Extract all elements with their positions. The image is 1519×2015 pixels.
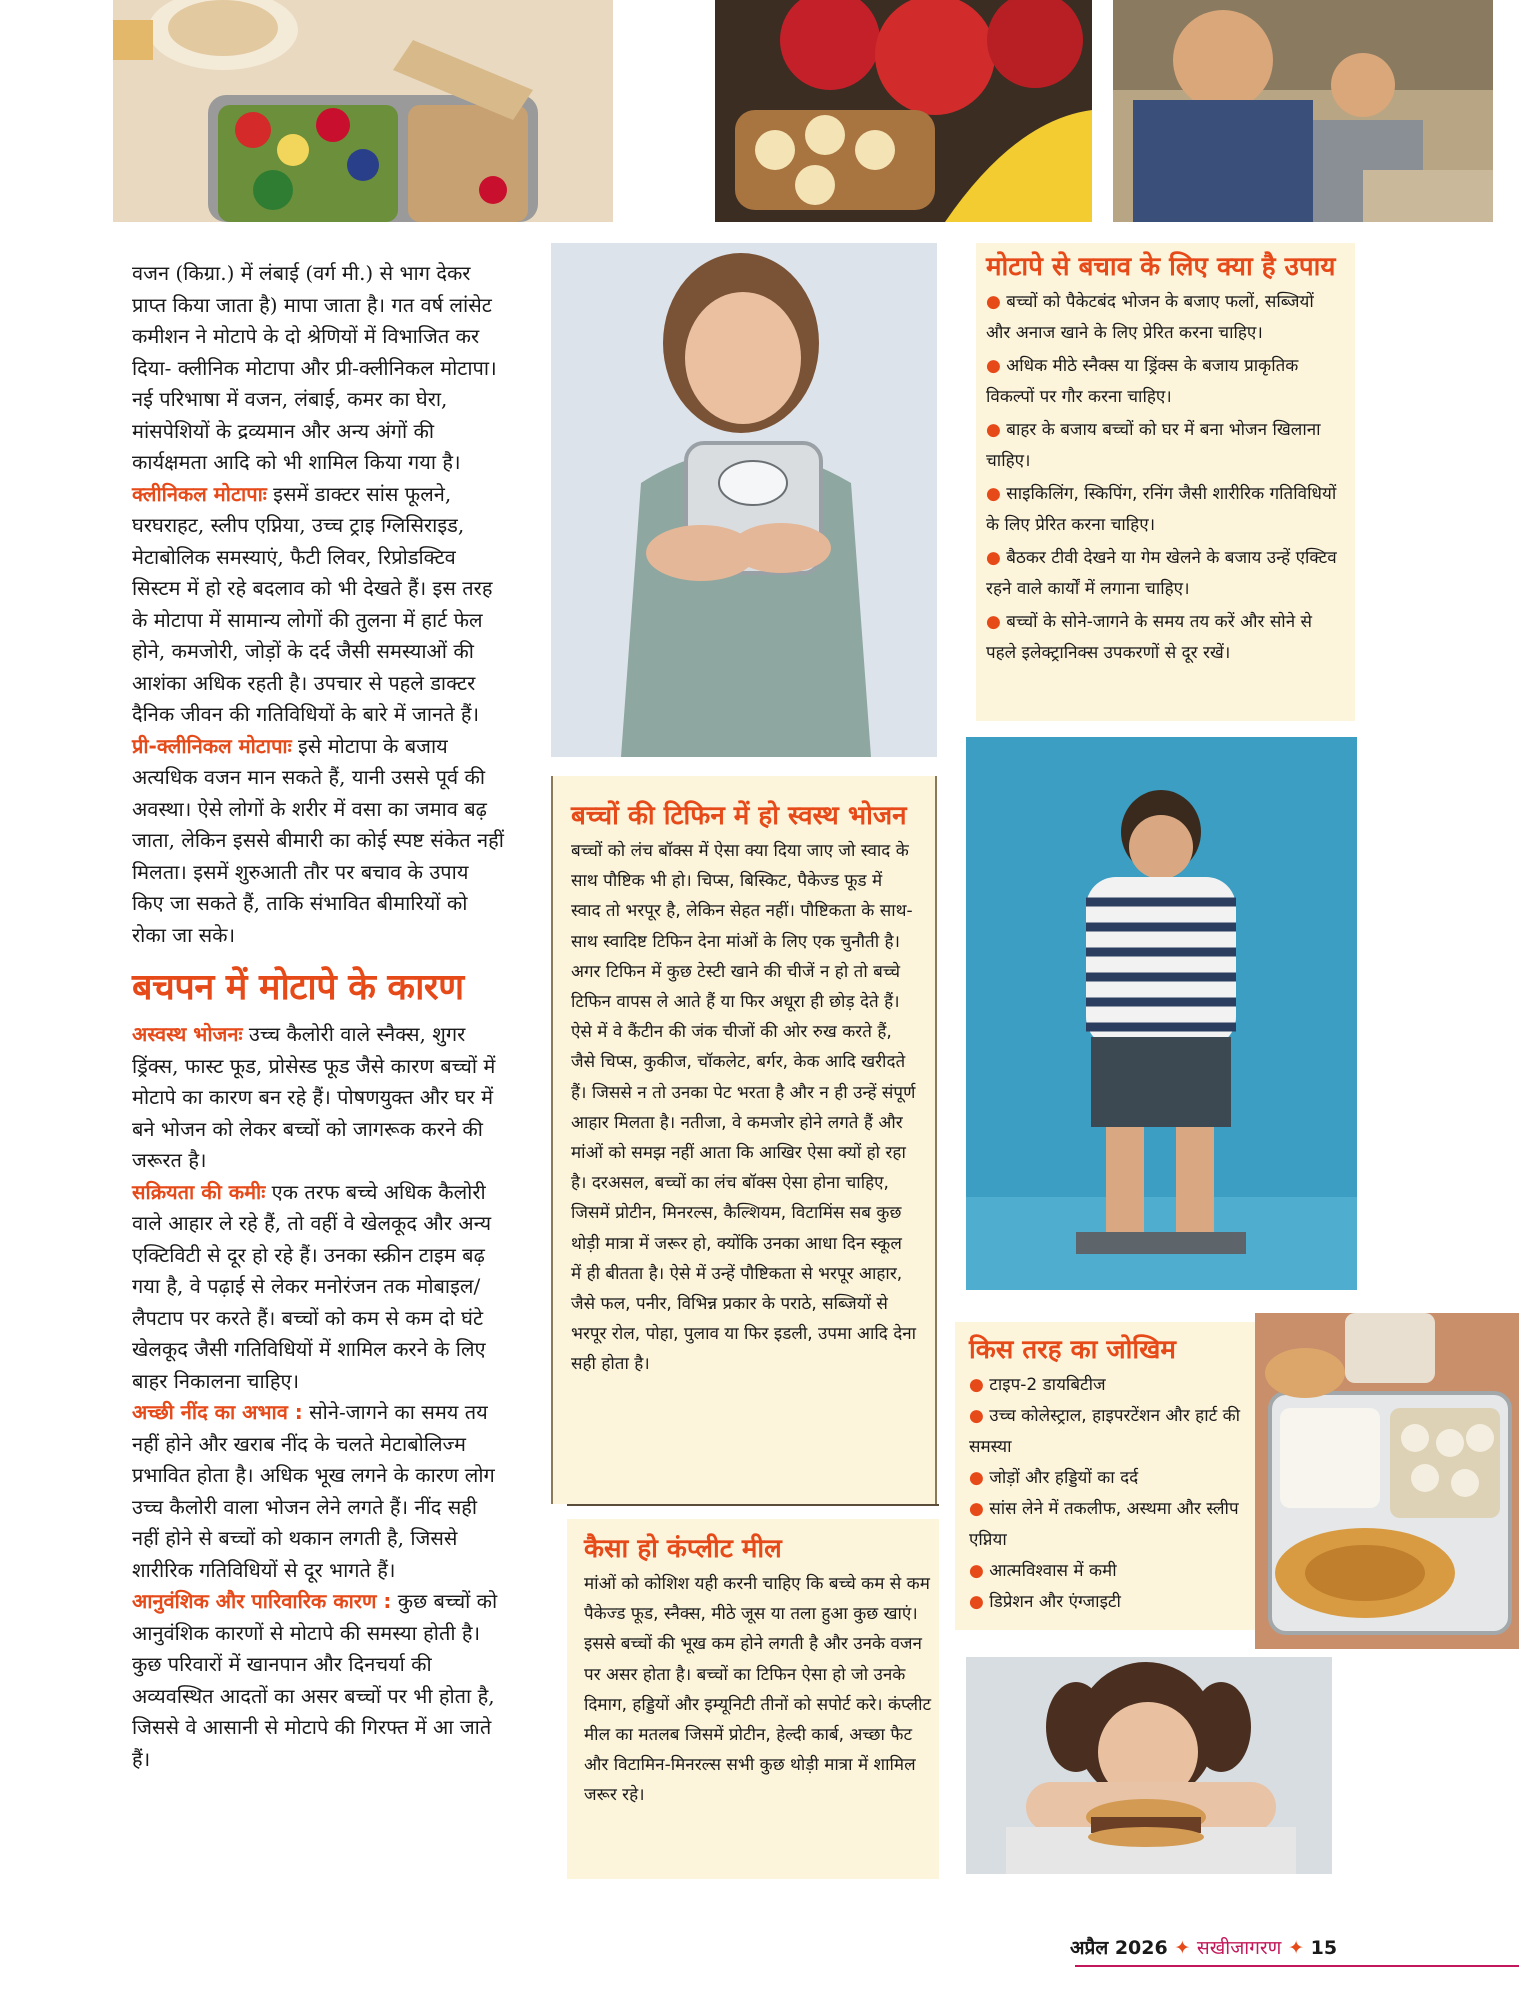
complete-meal-body: मांओं को कोशिश यही करनी चाहिए कि बच्चे कम से कम पैकेज्ड फूड, स्नैक्स, मीठे जूस या तला हुआ कुछ खाएं। इससे बच्चों की भूख कम होने लगती है और उनके वजन पर असर होता है। बच्चों का टिफिन ऐसा हो जो उनके दिमाग, हड्डियों और इम्यूनिटी तीनों को सपोर्ट करे। कंप्लीट मील का मतलब जिसमें प्रोटीन, हेल्दी कार्ब, अच्छा फैट और विटामिन-मिनरल्स सभी कुछ थोड़ी मात्रा में शामिल जरूर रहे। [584, 1574, 932, 1806]
bullet-icon: ● [986, 612, 1001, 632]
cause-inactivity: सक्रियता की कमीः एक तरफ बच्चे अधिक कैलोरी वाले आहार ले रहे हैं, तो वहीं वे खेलकूद और अन्य एक्टिविटी से दूर हो रहे हैं। उनका स्क्रीन टाइम बढ़ गया है, वे पढ़ाई से लेकर मनोरंजन तक मोबाइल/लैपटाप पर करते हैं। बच्चों को कम से कम दो घंटे खेलकूद जैसी गतिविधियों में शामिल करने के लिए बाहर निकालना चाहिए। [132, 1179, 492, 1393]
apples-banana-toast-photo [715, 0, 1092, 222]
cause-label: अच्छी नींद का अभाव : [132, 1400, 303, 1424]
cause-label: आनुवंशिक और पारिवारिक कारण : [132, 1589, 392, 1613]
preclinical-obesity-label: प्री-क्लीनिकल मोटापाः [132, 733, 292, 758]
bullet-icon: ● [969, 1375, 984, 1395]
risk-box [955, 1322, 1255, 1630]
bullet-icon: ● [986, 420, 1001, 440]
page-number: 15 [1310, 1937, 1338, 1959]
footer-rule [1075, 1965, 1519, 1967]
girl-holding-scale-photo [551, 243, 937, 757]
main-article-column [132, 258, 504, 1775]
separator-icon: ✦ [1288, 1937, 1304, 1959]
lunchbox-fruits-sandwich-photo [113, 0, 613, 222]
separator-icon: ✦ [1174, 1937, 1191, 1959]
intro-paragraph: वजन (किग्रा.) में लंबाई (वर्ग मी.) से भाग देकर प्राप्त किया जाता है) मापा जाता है। गत वर्ष लांसेट कमीशन ने मोटापे के दो श्रेणियों में विभाजित कर दिया- क्लीनिक मोटापा और प्री-क्लीनिकल मोटापा। नई परिभाषा में वजन, लंबाई, कमर का घेरा, मांसपेशियों के द्रव्यमान और अन्य अंगों की कार्यक्षमता आदि को भी शामिल किया गया है। [132, 261, 497, 474]
list-item: ● आत्मविश्वास में कमी [969, 1561, 1117, 1581]
cause-genetic: आनुवंशिक और पारिवारिक कारण : कुछ बच्चों को आनुवंशिक कारणों से मोटापे की समस्या होती है। कुछ परिवारों में खानपान और दिनचर्या की अव्यवस्थित आदतों का असर बच्चों पर भी होता है, जिससे वे आसानी से मोटापे की गिरफ्त में आ जाते हैं। [132, 1589, 498, 1771]
list-item: ● डिप्रेशन और एंग्जाइटी [969, 1592, 1121, 1612]
bullet-icon: ● [969, 1468, 984, 1488]
complete-meal-heading: कैसा हो कंप्लीट मील [584, 1534, 782, 1564]
tiffin-body: बच्चों को लंच बॉक्स में ऐसा क्या दिया जाए जो स्वाद के साथ पौष्टिक भी हो। चिप्स, बिस्किट, पैकेज्ड फूड में स्वाद तो भरपूर है, लेकिन सेहत नहीं। पौष्टिकता के साथ-साथ स्वादिष्ट टिफिन देना मांओं के लिए एक चुनौती है। अगर टिफिन में कुछ टेस्टी खाने की चीजें न हो तो बच्चे टिफिन वापस ले आते हैं या फिर अधूरा ही छोड़ देते हैं। ऐसे में वे कैंटीन की जंक चीजों की ओर रुख करते हैं, जैसे चिप्स, कुकीज, चॉकलेट, बर्गर, केक आदि खरीदते हैं। जिससे न तो उनका पेट भरता है और न ही उन्हें संपूर्ण आहार मिलता है। नतीजा, वे कमजोर होने लगते हैं और मांओं को समझ नहीं आता कि आखिर ऐसा क्यों हो रहा है। दरअसल, बच्चों का लंच बॉक्स ऐसा होना चाहिए, जिसमें प्रोटीन, मिनरल्स, कैल्शियम, विटामिंस सब कुछ थोड़ी मात्रा में जरूर हो, क्योंकि उनका आधा दिन स्कूल में ही बीतता है। ऐसे में उन्हें पौष्टिकता से भरपूर आहार, जैसे फल, पनीर, विभिन्न प्रकार के पराठे, सब्जियों से भरपूर रोल, पोहा, पुलाव या फिर इडली, उपमा आदि देना सही होता है। [571, 841, 917, 1375]
list-item: ● बच्चों को पैकेटबंद भोजन के बजाए फलों, सब्जियों और अनाज खाने के लिए प्रेरित करना चाहिए। [986, 292, 1314, 343]
list-item: ● बैठकर टीवी देखने या गेम खेलने के बजाय उन्हें एक्टिव रहने वाले कार्यों में लगाना चाहिए। [986, 548, 1337, 599]
bullet-icon: ● [986, 548, 1001, 568]
complete-meal-section [567, 1519, 939, 1879]
page-footer [1070, 1934, 1337, 1960]
bullet-icon: ● [969, 1406, 984, 1426]
clinical-obesity-label: क्लीनिकल मोटापाः [132, 481, 267, 506]
magazine-brand: सखीजागरण [1196, 1937, 1282, 1959]
bullet-icon: ● [986, 484, 1001, 504]
boy-standing-on-scale-photo [966, 737, 1357, 1290]
boy-eating-photo [1113, 0, 1493, 222]
list-item: ● बाहर के बजाय बच्चों को घर में बना भोजन खिलाना चाहिए। [986, 420, 1321, 471]
list-item: ● सांस लेने में तकलीफ, अस्थमा और स्लीप एप्निया [969, 1499, 1239, 1550]
tiffin-section [551, 776, 937, 1504]
causes-heading: बचपन में मोटापे के कारण [132, 967, 464, 1008]
cause-label: सक्रियता की कमीः [132, 1179, 266, 1204]
tiffin-heading: बच्चों की टिफिन में हो स्वस्थ भोजन [571, 801, 907, 831]
tiffin-paratha-dry-fruits-photo [1255, 1313, 1519, 1649]
section-divider [567, 1504, 939, 1506]
clinical-obesity-paragraph: क्लीनिकल मोटापाः इसमें डाक्टर सांस फूलने, घरघराहट, स्लीप एप्निया, उच्च ट्राइ ग्लिसिराइड, मेटाबोलिक समस्याएं, फैटी लिवर, रिप्रोडक्टिव सिस्टम में हो रहे बदलाव को भी देखते हैं। इस तरह के मोटापा में सामान्य लोगों की तुलना में हार्ट फेल होने, कमजोरी, जोड़ों के दर्द जैसी समस्याओं की आशंका अधिक रहती है। उपचार से पहले डाक्टर दैनिक जीवन की गतिविधियों के बारे में जानते हैं। [132, 481, 493, 726]
cause-label: अस्वस्थ भोजनः [132, 1022, 243, 1046]
prevention-heading: मोटापे से बचाव के लिए क्या है उपाय [986, 252, 1336, 282]
bullet-icon: ● [969, 1499, 984, 1519]
prevention-list [986, 287, 1341, 669]
list-item: ● उच्च कोलेस्ट्राल, हाइपरटेंशन और हार्ट की समस्या [969, 1406, 1241, 1457]
bullet-icon: ● [986, 356, 1001, 376]
cause-poor-sleep: अच्छी नींद का अभाव : सोने-जागने का समय तय नहीं होने और खराब नींद के चलते मेटाबोलिज्म प्रभावित होता है। अधिक भूख लगने के कारण लोग उच्च कैलोरी वाला भोजन लेने लगते हैं। नींद सही नहीं होने से बच्चों को थकान लगती है, जिससे शारीरिक गतिविधियों से दूर भागते हैं। [132, 1400, 495, 1582]
list-item: ● बच्चों के सोने-जागने के समय तय करें और सोने से पहले इलेक्ट्रानिक्स उपकरणों से दूर रखें। [986, 612, 1313, 663]
girl-with-burger-photo [966, 1657, 1332, 1874]
list-item: ● साइकिलिंग, स्किपिंग, रनिंग जैसी शारीरिक गतिविधियों के लिए प्रेरित करना चाहिए। [986, 484, 1337, 535]
issue-date: अप्रैल 2026 [1070, 1937, 1168, 1959]
bullet-icon: ● [969, 1561, 984, 1581]
list-item: ● टाइप-2 डायबिटीज [969, 1375, 1106, 1395]
preclinical-obesity-paragraph: प्री-क्लीनिकल मोटापाः इसे मोटापा के बजाय अत्यधिक वजन मान सकते हैं, यानी उससे पूर्व की अवस्था। ऐसे लोगों के शरीर में वसा का जमाव बढ़ जाता, लेकिन इससे बीमारी का कोई स्पष्ट संकेत नहीं मिलता। इसमें शुरुआती तौर पर बचाव के उपाय किए जा सकते हैं, ताकि संभावित बीमारियों को रोका जा सके। [132, 733, 504, 947]
bullet-icon: ● [986, 292, 1001, 312]
prevention-tips-box [976, 243, 1355, 721]
bullet-icon: ● [969, 1592, 984, 1612]
risk-list [969, 1370, 1241, 1618]
list-item: ● अधिक मीठे स्नैक्स या ड्रिंक्स के बजाय प्राकृतिक विकल्पों पर गौर करना चाहिए। [986, 356, 1299, 407]
list-item: ● जोड़ों और हड्डियों का दर्द [969, 1468, 1139, 1488]
cause-unhealthy-food: अस्वस्थ भोजनः उच्च कैलोरी वाले स्नैक्स, शुगर ड्रिंक्स, फास्ट फूड, प्रोसेस्ड फूड जैसे कारण बच्चों में मोटापे का कारण बन रहे हैं। पोषणयुक्त और घर में बने भोजन को लेकर बच्चों को जागरूक करने की जरूरत है। [132, 1022, 496, 1172]
risk-heading: किस तरह का जोखिम [969, 1335, 1176, 1365]
